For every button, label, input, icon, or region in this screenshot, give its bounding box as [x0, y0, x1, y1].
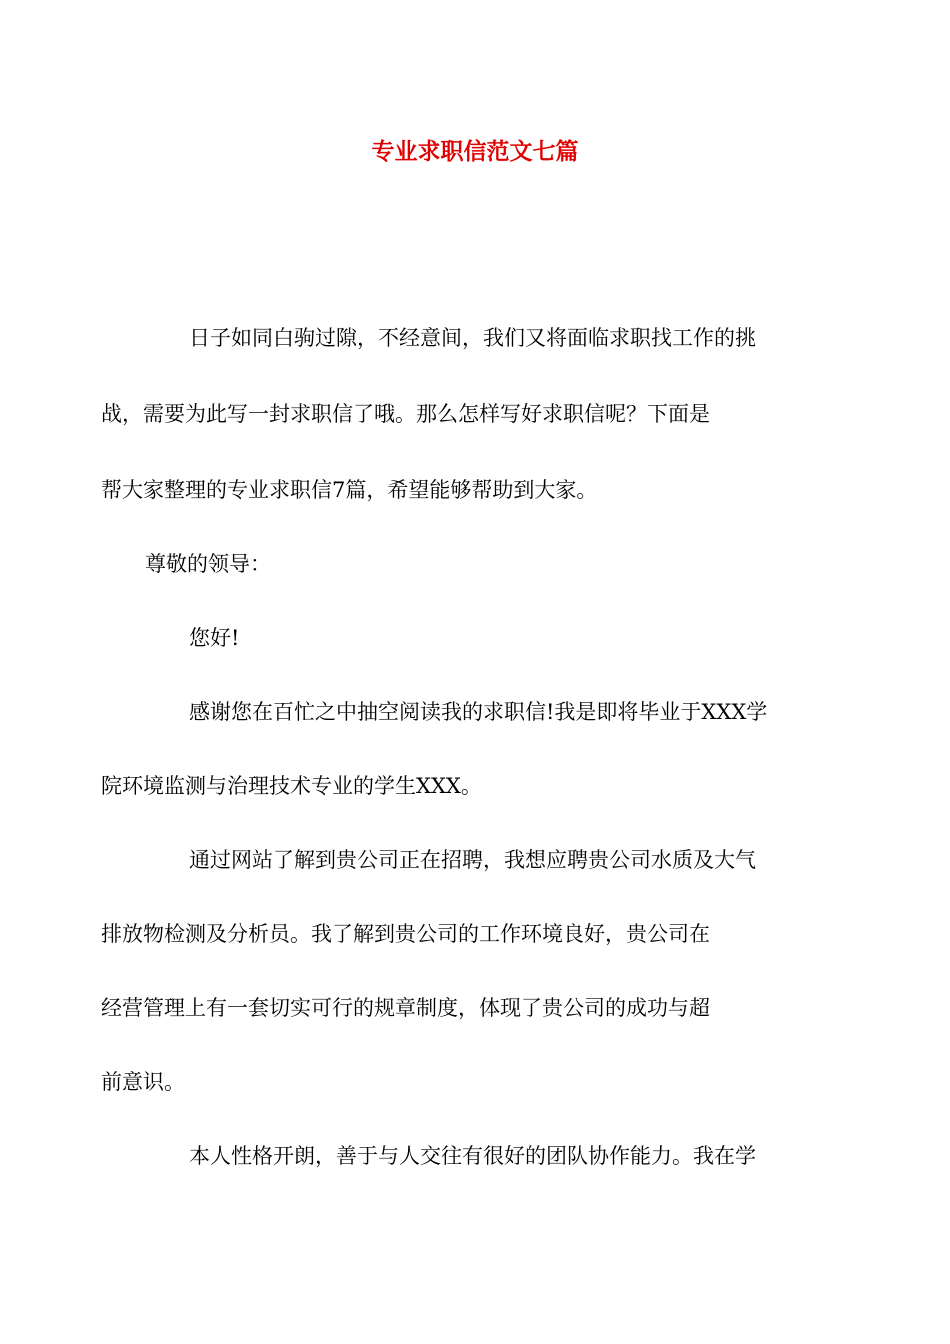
intro-paragraph [101, 320, 807, 546]
document-body [101, 320, 807, 1212]
document-title: 专业求职信范文七篇 [371, 138, 579, 165]
text-line: 排放物检测及分析员。我了解到贵公司的工作环境良好，贵公司在 [101, 922, 710, 946]
text-line: 感谢您在百忙之中抽空阅读我的求职信!我是即将毕业于XXX学 [189, 700, 768, 724]
text-line: 日子如同白驹过隙，不经意间，我们又将面临求职找工作的挑 [189, 326, 756, 350]
text-line: 帮大家整理的专业求职信7篇，希望能够帮助到大家。 [101, 478, 598, 502]
text-line: 经营管理上有一套切实可行的规章制度，体现了贵公司的成功与超 [101, 996, 710, 1020]
position-paragraph [101, 842, 807, 1138]
text-line: 您好! [189, 626, 240, 650]
text-line: 尊敬的领导： [145, 552, 271, 576]
salutation [145, 546, 807, 620]
text-line: 战，需要为此写一封求职信了哦。那么怎样写好求职信呢？下面是 [101, 402, 710, 426]
greeting [145, 620, 807, 694]
text-line: 通过网站了解到贵公司正在招聘，我想应聘贵公司水质及大气 [189, 848, 756, 872]
text-line: 前意识。 [101, 1070, 185, 1094]
thanks-paragraph [101, 694, 807, 842]
personality-paragraph [145, 1138, 807, 1212]
text-line: 本人性格开朗，善于与人交往有很好的团队协作能力。我在学 [189, 1144, 756, 1168]
text-line: 院环境监测与治理技术专业的学生XXX。 [101, 774, 482, 798]
